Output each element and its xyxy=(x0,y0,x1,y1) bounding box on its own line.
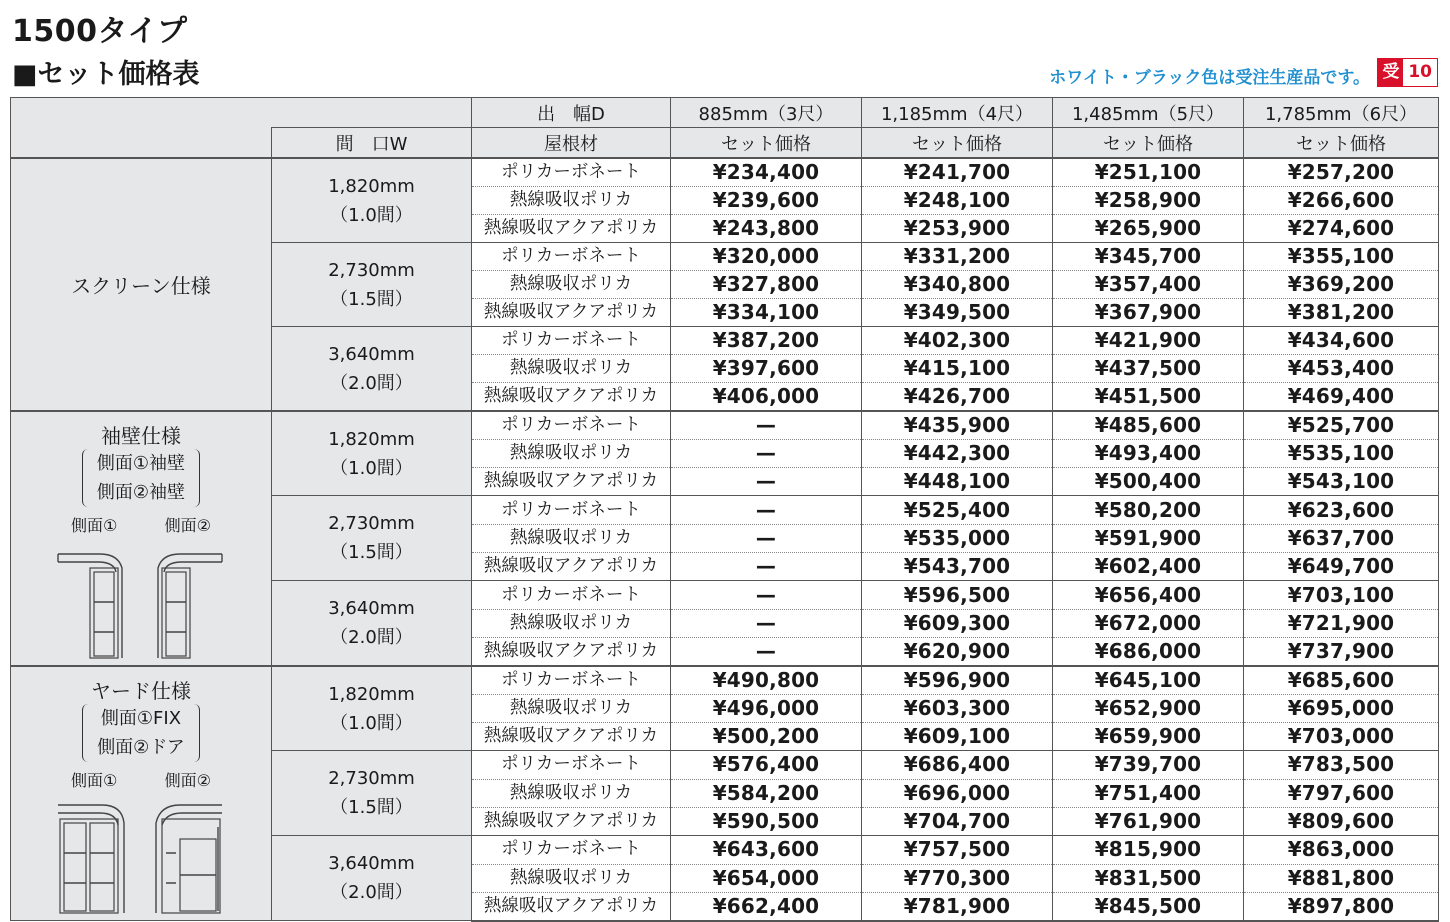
width-mm: 2,730mm xyxy=(328,259,415,281)
price-cell: ¥897,800 xyxy=(1244,892,1439,921)
material-cell: ポリカーボネート xyxy=(472,581,671,610)
side-spec-bracket xyxy=(82,704,200,762)
price-cell: ¥257,200 xyxy=(1244,158,1439,187)
price-cell: ¥543,100 xyxy=(1244,468,1439,496)
price-cell: ¥863,000 xyxy=(1244,835,1439,864)
price-cell: ¥623,600 xyxy=(1244,496,1439,525)
price-cell: ¥737,900 xyxy=(1244,638,1439,667)
material-cell: 熱線吸収ポリカ xyxy=(472,440,671,468)
material-cell: ポリカーボネート xyxy=(472,243,671,271)
material-cell: 熱線吸収ポリカ xyxy=(472,610,671,638)
price-cell: ¥485,600 xyxy=(1053,411,1244,440)
price-cell: ¥881,800 xyxy=(1244,864,1439,892)
figure-label-fig1: 側面① xyxy=(71,516,118,535)
price-cell: ¥602,400 xyxy=(1053,553,1244,581)
section-title: ヤード仕様 xyxy=(91,679,191,703)
color-note: ホワイト・ブラック色は受注生産品です。 xyxy=(1049,68,1370,88)
material-cell: 熱線吸収ポリカ xyxy=(472,355,671,383)
material-cell: ポリカーボネート xyxy=(472,158,671,187)
width-ken: （2.0間） xyxy=(330,881,413,903)
price-cell: — xyxy=(671,610,862,638)
width-cell xyxy=(272,158,472,243)
price-cell: ¥815,900 xyxy=(1053,835,1244,864)
price-cell: ¥406,000 xyxy=(671,383,862,412)
price-cell: ¥686,400 xyxy=(862,751,1053,780)
side-spec-side1: 側面①FIX xyxy=(100,708,182,729)
price-cell: ¥525,700 xyxy=(1244,411,1439,440)
price-cell: ¥620,900 xyxy=(862,638,1053,667)
width-ken: （2.0間） xyxy=(330,372,413,394)
side-spec-side2: 側面②袖壁 xyxy=(96,482,186,503)
depth-col-2: 1,485mm（5尺） xyxy=(1053,98,1244,128)
price-cell: — xyxy=(671,525,862,553)
price-cell: — xyxy=(671,638,862,667)
price-cell: — xyxy=(671,581,862,610)
section-title: スクリーン仕様 xyxy=(71,274,211,298)
price-cell: ¥387,200 xyxy=(671,327,862,355)
price-cell: ¥704,700 xyxy=(862,807,1053,835)
price-cell: ¥535,000 xyxy=(862,525,1053,553)
price-cell: ¥327,800 xyxy=(671,271,862,299)
order-badge xyxy=(1377,58,1438,87)
width-mm: 3,640mm xyxy=(328,598,415,619)
price-cell: ¥831,500 xyxy=(1053,864,1244,892)
price-cell: — xyxy=(671,411,862,440)
price-cell: ¥695,000 xyxy=(1244,695,1439,723)
material-cell: ポリカーボネート xyxy=(472,666,671,695)
page-title: 1500タイプ xyxy=(12,14,188,49)
price-cell: ¥248,100 xyxy=(862,187,1053,215)
price-cell: ¥609,100 xyxy=(862,723,1053,751)
price-cell: ¥274,600 xyxy=(1244,215,1439,243)
width-mm: 1,820mm xyxy=(328,683,415,705)
material-cell: 熱線吸収アクアポリカ xyxy=(472,892,671,921)
width-ken: （1.5間） xyxy=(330,542,413,563)
figure-labels xyxy=(71,513,211,536)
price-cell: ¥591,900 xyxy=(1053,525,1244,553)
side-spec-bracket xyxy=(82,449,200,507)
price-cell: ¥783,500 xyxy=(1244,751,1439,780)
width-ken: （1.0間） xyxy=(330,204,413,226)
price-cell: ¥751,400 xyxy=(1053,779,1244,807)
price-cell: ¥757,500 xyxy=(862,835,1053,864)
price-cell: ¥797,600 xyxy=(1244,779,1439,807)
price-table xyxy=(10,97,1439,922)
width-mm: 1,820mm xyxy=(328,175,415,197)
price-cell: ¥243,800 xyxy=(671,215,862,243)
price-cell: ¥703,100 xyxy=(1244,581,1439,610)
table-subtitle: ■セット価格表 xyxy=(12,59,200,90)
material-cell: 熱線吸収アクアポリカ xyxy=(472,215,671,243)
width-cell xyxy=(272,666,472,751)
price-cell: ¥426,700 xyxy=(862,383,1053,412)
section-cell xyxy=(11,158,272,411)
price-cell: — xyxy=(671,440,862,468)
price-cell: ¥435,900 xyxy=(862,411,1053,440)
price-cell: ¥696,000 xyxy=(862,779,1053,807)
price-cell: ¥437,500 xyxy=(1053,355,1244,383)
price-cell: ¥469,400 xyxy=(1244,383,1439,412)
depth-col-1: 1,185mm（4尺） xyxy=(862,98,1053,128)
price-cell: ¥234,400 xyxy=(671,158,862,187)
price-cell: ¥703,000 xyxy=(1244,723,1439,751)
price-cell: ¥596,500 xyxy=(862,581,1053,610)
price-cell: ¥525,400 xyxy=(862,496,1053,525)
price-cell: ¥434,600 xyxy=(1244,327,1439,355)
price-cell: ¥340,800 xyxy=(862,271,1053,299)
material-cell: ポリカーボネート xyxy=(472,496,671,525)
material-cell: 熱線吸収アクアポリカ xyxy=(472,383,671,412)
price-cell: ¥654,000 xyxy=(671,864,862,892)
price-header-3: セット価格 xyxy=(1244,128,1439,159)
width-mm: 2,730mm xyxy=(328,767,415,789)
width-mm: 1,820mm xyxy=(328,428,415,450)
price-cell: ¥369,200 xyxy=(1244,271,1439,299)
depth-col-0: 885mm（3尺） xyxy=(671,98,862,128)
width-mm: 3,640mm xyxy=(328,852,415,874)
price-cell: ¥637,700 xyxy=(1244,525,1439,553)
material-cell: 熱線吸収アクアポリカ xyxy=(472,553,671,581)
price-cell: ¥500,400 xyxy=(1053,468,1244,496)
price-cell: ¥239,600 xyxy=(671,187,862,215)
width-cell xyxy=(272,835,472,920)
table-row xyxy=(11,666,1439,695)
material-cell: 熱線吸収ポリカ xyxy=(472,525,671,553)
price-cell: ¥656,400 xyxy=(1053,581,1244,610)
material-cell: 熱線吸収ポリカ xyxy=(472,271,671,299)
width-cell xyxy=(272,581,472,667)
price-cell: ¥609,300 xyxy=(862,610,1053,638)
depth-col-3: 1,785mm（6尺） xyxy=(1244,98,1439,128)
price-cell: ¥603,300 xyxy=(862,695,1053,723)
price-cell: ¥590,500 xyxy=(671,807,862,835)
figure-label-fig2: 側面② xyxy=(164,771,211,790)
width-cell xyxy=(272,496,472,581)
price-cell: ¥649,700 xyxy=(1244,553,1439,581)
price-cell: ¥685,600 xyxy=(1244,666,1439,695)
price-cell: ¥500,200 xyxy=(671,723,862,751)
price-cell: ¥381,200 xyxy=(1244,299,1439,327)
price-cell: ¥345,700 xyxy=(1053,243,1244,271)
price-cell: ¥251,100 xyxy=(1053,158,1244,187)
material-cell: 熱線吸収アクアポリカ xyxy=(472,638,671,667)
width-ken: （1.0間） xyxy=(330,457,413,479)
price-cell: ¥367,900 xyxy=(1053,299,1244,327)
sodekabe-side-figure xyxy=(56,540,226,665)
price-cell: ¥453,400 xyxy=(1244,355,1439,383)
price-cell: ¥320,000 xyxy=(671,243,862,271)
price-cell: ¥845,500 xyxy=(1053,892,1244,921)
width-ken: （1.0間） xyxy=(330,712,413,734)
width-cell xyxy=(272,243,472,327)
badge-number: 10 xyxy=(1403,59,1437,86)
side-spec-side1: 側面①袖壁 xyxy=(96,453,186,474)
price-cell: — xyxy=(671,553,862,581)
depth-header: 出 幅D xyxy=(472,98,671,128)
price-cell: ¥331,200 xyxy=(862,243,1053,271)
table-row xyxy=(11,411,1439,440)
material-cell: ポリカーボネート xyxy=(472,835,671,864)
material-cell: 熱線吸収アクアポリカ xyxy=(472,807,671,835)
price-cell: ¥253,900 xyxy=(862,215,1053,243)
header-corner-left xyxy=(11,128,272,159)
price-header-2: セット価格 xyxy=(1053,128,1244,159)
price-cell: ¥596,900 xyxy=(862,666,1053,695)
figure-labels xyxy=(71,768,211,791)
material-cell: 熱線吸収アクアポリカ xyxy=(472,468,671,496)
price-cell: ¥355,100 xyxy=(1244,243,1439,271)
section-title: 袖壁仕様 xyxy=(101,424,181,448)
price-header-0: セット価格 xyxy=(671,128,862,159)
price-cell: ¥415,100 xyxy=(862,355,1053,383)
width-mm: 3,640mm xyxy=(328,343,415,365)
width-mm: 2,730mm xyxy=(328,513,415,534)
price-cell: ¥258,900 xyxy=(1053,187,1244,215)
price-cell: ¥770,300 xyxy=(862,864,1053,892)
badge-label: 受 xyxy=(1378,59,1403,86)
section-cell xyxy=(11,411,272,666)
roof-header: 屋根材 xyxy=(472,128,671,159)
price-cell: ¥334,100 xyxy=(671,299,862,327)
side-spec-side2: 側面②ドア xyxy=(97,737,185,758)
material-cell: 熱線吸収アクアポリカ xyxy=(472,299,671,327)
price-header-1: セット価格 xyxy=(862,128,1053,159)
price-cell: ¥721,900 xyxy=(1244,610,1439,638)
width-header: 間 口W xyxy=(272,128,472,159)
price-cell: ¥402,300 xyxy=(862,327,1053,355)
price-cell: ¥543,700 xyxy=(862,553,1053,581)
side-panel-drawing xyxy=(56,795,226,915)
price-cell: ¥490,800 xyxy=(671,666,862,695)
material-cell: 熱線吸収ポリカ xyxy=(472,187,671,215)
price-cell: ¥241,700 xyxy=(862,158,1053,187)
price-cell: ¥584,200 xyxy=(671,779,862,807)
price-cell: ¥576,400 xyxy=(671,751,862,780)
price-cell: ¥496,000 xyxy=(671,695,862,723)
width-ken: （1.5間） xyxy=(330,796,413,818)
side-panel-drawing xyxy=(56,540,226,660)
price-cell: ¥662,400 xyxy=(671,892,862,921)
figure-label-fig2: 側面② xyxy=(164,516,211,535)
price-cell: ¥448,100 xyxy=(862,468,1053,496)
price-cell: ¥442,300 xyxy=(862,440,1053,468)
price-cell: ¥659,900 xyxy=(1053,723,1244,751)
price-cell: ¥652,900 xyxy=(1053,695,1244,723)
material-cell: ポリカーボネート xyxy=(472,411,671,440)
yard-side-figure xyxy=(56,795,226,920)
price-cell: ¥349,500 xyxy=(862,299,1053,327)
price-cell: ¥535,100 xyxy=(1244,440,1439,468)
width-ken: （1.5間） xyxy=(330,288,413,310)
material-cell: 熱線吸収ポリカ xyxy=(472,695,671,723)
price-cell: — xyxy=(671,496,862,525)
material-cell: 熱線吸収アクアポリカ xyxy=(472,723,671,751)
price-cell: ¥266,600 xyxy=(1244,187,1439,215)
width-cell xyxy=(272,751,472,836)
price-cell: ¥781,900 xyxy=(862,892,1053,921)
material-cell: ポリカーボネート xyxy=(472,751,671,780)
material-cell: ポリカーボネート xyxy=(472,327,671,355)
figure-label-fig1: 側面① xyxy=(71,771,118,790)
header-corner xyxy=(11,98,472,128)
material-cell: 熱線吸収ポリカ xyxy=(472,864,671,892)
section-cell xyxy=(11,666,272,921)
price-cell: ¥645,100 xyxy=(1053,666,1244,695)
width-cell xyxy=(272,411,472,496)
price-cell: ¥493,400 xyxy=(1053,440,1244,468)
width-cell xyxy=(272,327,472,412)
price-cell: ¥357,400 xyxy=(1053,271,1244,299)
price-cell: — xyxy=(671,468,862,496)
price-cell: ¥421,900 xyxy=(1053,327,1244,355)
price-cell: ¥686,000 xyxy=(1053,638,1244,667)
price-cell: ¥265,900 xyxy=(1053,215,1244,243)
price-cell: ¥451,500 xyxy=(1053,383,1244,412)
table-row xyxy=(11,158,1439,187)
price-cell: ¥809,600 xyxy=(1244,807,1439,835)
price-cell: ¥397,600 xyxy=(671,355,862,383)
material-cell: 熱線吸収ポリカ xyxy=(472,779,671,807)
price-cell: ¥761,900 xyxy=(1053,807,1244,835)
price-cell: ¥739,700 xyxy=(1053,751,1244,780)
price-cell: ¥643,600 xyxy=(671,835,862,864)
price-cell: ¥672,000 xyxy=(1053,610,1244,638)
width-ken: （2.0間） xyxy=(330,627,413,648)
price-cell: ¥580,200 xyxy=(1053,496,1244,525)
